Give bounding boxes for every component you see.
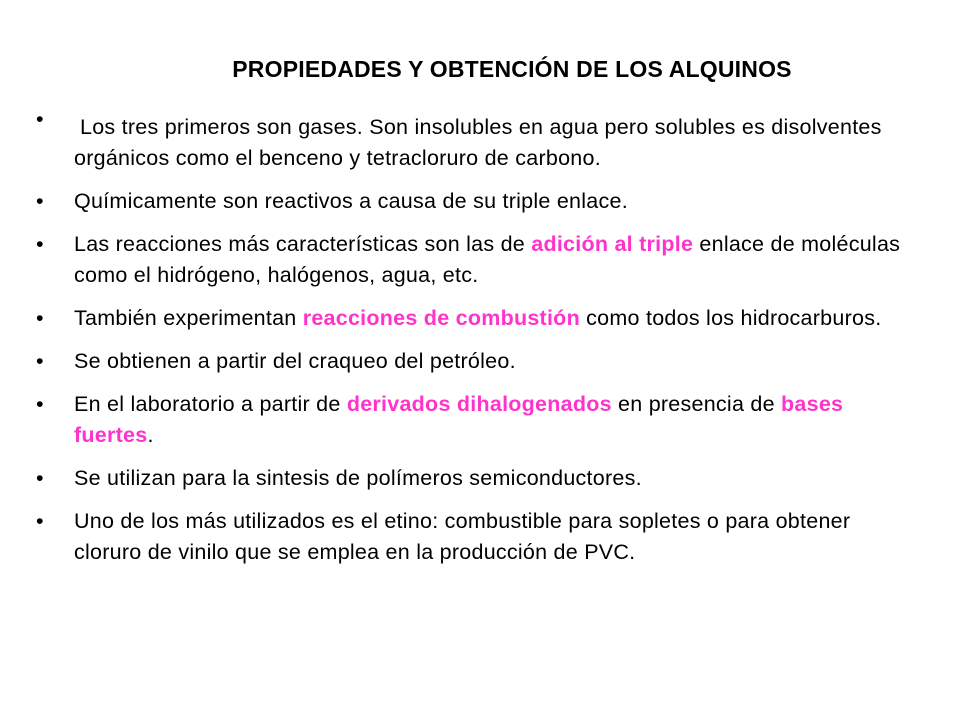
bullet-item	[36, 303, 916, 334]
bullet-text: .	[147, 423, 154, 447]
bullet-icon: •	[36, 466, 44, 490]
bullet-text: Los tres primeros son gases. Son insolubles en agua pero solubles es disolventes orgánicos como el benceno y tetracloruro de carbono.	[74, 115, 882, 170]
bullet-text: en presencia de	[611, 392, 782, 416]
bullet-item	[36, 346, 916, 377]
bullet-text: Químicamente son reactivos a causa de su triple enlace.	[74, 189, 628, 213]
bullet-text: como todos los hidrocarburos.	[579, 306, 882, 330]
bullet-text: Las reacciones más características son las de	[74, 232, 532, 256]
highlighted-term: bases fuertes	[74, 392, 844, 447]
bullet-icon: •	[36, 189, 44, 213]
bullet-item	[36, 229, 916, 291]
bullet-text: Se obtienen a partir del craqueo del petróleo.	[74, 349, 516, 373]
bullet-item	[36, 506, 916, 568]
bullet-icon: •	[36, 349, 44, 373]
bullet-item	[36, 186, 916, 217]
slide-title: PROPIEDADES Y OBTENCIÓN DE LOS ALQUINOS	[232, 56, 792, 82]
bullet-item	[36, 107, 916, 174]
bullet-icon: •	[36, 392, 44, 416]
bullet-item	[36, 389, 916, 451]
bullet-text: enlace de moléculas como el hidrógeno, halógenos, agua, etc.	[74, 232, 901, 287]
highlighted-term: adición al triple	[531, 232, 694, 256]
bullet-text: Uno de los más utilizados es el etino: combustible para sopletes o para obtener cloruro de vinilo que se emplea en la producción de PVC.	[74, 509, 851, 564]
bullet-icon: •	[36, 306, 44, 330]
bullet-icon: •	[36, 509, 44, 533]
highlighted-term: derivados dihalogenados	[346, 392, 612, 416]
highlighted-term: reacciones de combustión	[302, 306, 580, 330]
bullet-icon: •	[36, 107, 44, 131]
bullet-text: También experimentan	[74, 306, 303, 330]
bullet-text: En el laboratorio a partir de	[74, 392, 347, 416]
bullet-icon: •	[36, 232, 44, 256]
bullet-list	[36, 107, 916, 580]
bullet-item	[36, 463, 916, 494]
bullet-text: Se utilizan para la sintesis de polímeros semiconductores.	[74, 466, 642, 490]
